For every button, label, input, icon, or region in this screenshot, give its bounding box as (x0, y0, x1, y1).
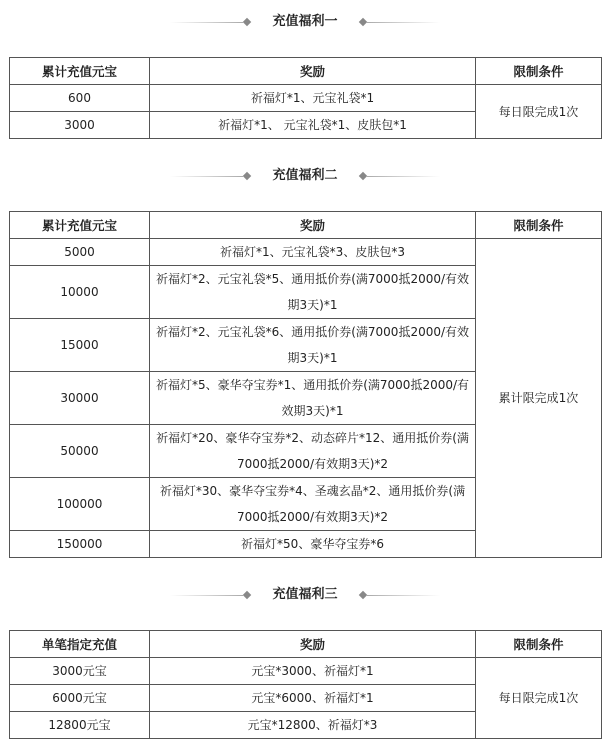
diamond-icon (359, 18, 367, 26)
section-title-3 (0, 585, 610, 605)
column-header: 累计充值元宝 (10, 58, 150, 85)
reward-cell: 祈福灯*2、元宝礼袋*5、通用抵价券(满7000抵2000/有效期3天)*1 (150, 266, 476, 319)
amount-cell: 10000 (10, 266, 150, 319)
diamond-icon (359, 591, 367, 599)
amount-cell: 30000 (10, 372, 150, 425)
section-heading: 充值福利三 (272, 587, 338, 602)
divider-line (367, 176, 440, 177)
column-header: 限制条件 (476, 58, 602, 85)
amount-cell: 3000 (10, 112, 150, 139)
reward-cell: 祈福灯*1、 元宝礼袋*1、皮肤包*1 (150, 112, 476, 139)
reward-cell: 元宝*3000、祈福灯*1 (150, 658, 476, 685)
table-row (10, 85, 602, 112)
table-header-row (10, 58, 602, 85)
column-header: 累计充值元宝 (10, 212, 150, 239)
table-header-row (10, 631, 602, 658)
section-heading: 充值福利一 (272, 14, 338, 29)
amount-cell: 6000元宝 (10, 685, 150, 712)
reward-cell: 祈福灯*20、豪华夺宝券*2、动态碎片*12、通用抵价券(满7000抵2000/有效期3天)*2 (150, 425, 476, 478)
amount-cell: 5000 (10, 239, 150, 266)
reward-cell: 祈福灯*50、豪华夺宝券*6 (150, 531, 476, 558)
amount-cell: 3000元宝 (10, 658, 150, 685)
diamond-icon (359, 172, 367, 180)
reward-table-2 (9, 211, 602, 558)
section-heading: 充值福利二 (272, 168, 338, 183)
table-row (10, 239, 602, 266)
table-row (10, 658, 602, 685)
condition-cell: 每日限完成1次 (476, 85, 602, 139)
column-header: 奖励 (150, 58, 476, 85)
divider-line (367, 22, 440, 23)
column-header: 奖励 (150, 631, 476, 658)
reward-table-3 (9, 630, 602, 739)
reward-cell: 祈福灯*30、豪华夺宝券*4、圣魂玄晶*2、通用抵价券(满7000抵2000/有效期3天)*2 (150, 478, 476, 531)
reward-cell: 祈福灯*5、豪华夺宝券*1、通用抵价券(满7000抵2000/有效期3天)*1 (150, 372, 476, 425)
reward-cell: 祈福灯*1、元宝礼袋*1 (150, 85, 476, 112)
amount-cell: 150000 (10, 531, 150, 558)
amount-cell: 12800元宝 (10, 712, 150, 739)
reward-cell: 祈福灯*2、元宝礼袋*6、通用抵价券(满7000抵2000/有效期3天)*1 (150, 319, 476, 372)
amount-cell: 100000 (10, 478, 150, 531)
column-header: 限制条件 (476, 631, 602, 658)
condition-cell: 每日限完成1次 (476, 658, 602, 739)
amount-cell: 600 (10, 85, 150, 112)
column-header: 单笔指定充值 (10, 631, 150, 658)
section-title-2 (0, 166, 610, 186)
reward-cell: 元宝*12800、祈福灯*3 (150, 712, 476, 739)
divider-line (170, 595, 243, 596)
reward-table-1 (9, 57, 602, 139)
section-title-1 (0, 12, 610, 32)
column-header: 奖励 (150, 212, 476, 239)
condition-cell: 累计限完成1次 (476, 239, 602, 558)
amount-cell: 50000 (10, 425, 150, 478)
amount-cell: 15000 (10, 319, 150, 372)
table-header-row (10, 212, 602, 239)
divider-line (170, 22, 243, 23)
divider-line (367, 595, 440, 596)
column-header: 限制条件 (476, 212, 602, 239)
reward-cell: 祈福灯*1、元宝礼袋*3、皮肤包*3 (150, 239, 476, 266)
reward-cell: 元宝*6000、祈福灯*1 (150, 685, 476, 712)
divider-line (170, 176, 243, 177)
